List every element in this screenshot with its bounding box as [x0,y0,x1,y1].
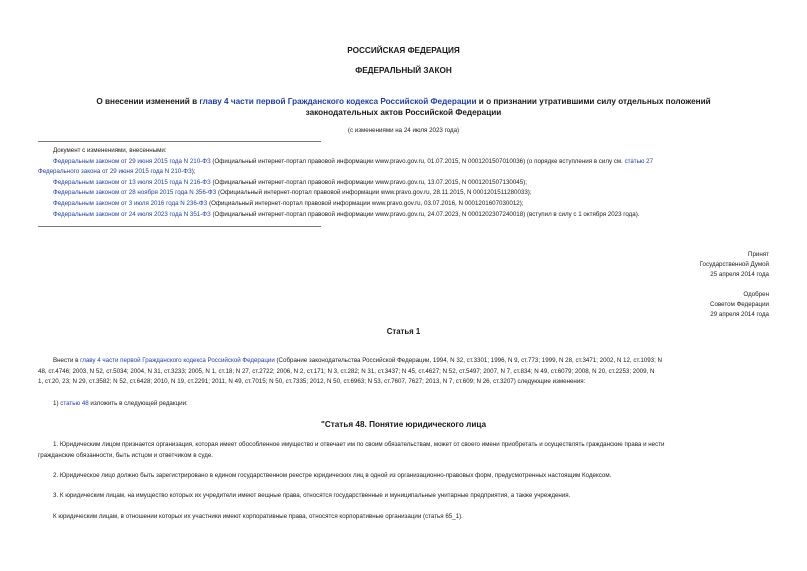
adoption-date: 25 апреля 2014 года [710,271,769,278]
item-number: 1) [53,400,61,407]
change-law-link[interactable]: Федеральным законом от 28 ноября 2015 года N 356-ФЗ [53,189,217,197]
article-48-point-2 [38,471,769,482]
title-prefix: О внесении изменений в [96,97,200,106]
title-chapter-link[interactable]: главу 4 части первой Гражданского кодекса Российской Федерации [199,97,477,106]
point-line: 1. Юридическим лицом признается организация, которая имеет обособленное имущество и отвечает им по своим обязательствам, может от своего имени приобретать и осуществлять гражданские права и нести [53,441,665,448]
edition-note: (с изменениями на 24 июля 2023 года) [347,127,460,134]
point-line: гражданские обязанности, быть истцом и ответчиком в суде. [38,451,214,459]
duma-adoption [569,250,769,280]
change-item [38,199,769,210]
point-line: 3. К юридическим лицам, на имущество которых их учредители имеют вещные права, относятся государственные и муниципальные унитарные предприятия, а также учреждения. [53,492,571,499]
point-line: К юридическим лицам, в отношении которых их участники имеют корпоративные права, относятся корпоративные организации (статья 65_1). [53,513,463,520]
change-law-link[interactable]: Федеральным законом от 24 июля 2023 года N 351-ФЗ [53,210,211,218]
paragraph-line: 1, ст.20, 23; N 29, ст.3582; N 52, ст.6428; 2010, N 19, ст.2291; 2011, N 49, ст.7015; N 50, ст.7335; 2012, N 50, ст.6963; N 53, ст.7607, 7627; 2013, N 7, ст.609; N 26, ст.3207) следующие изменения: [38,378,586,386]
change-text: (Официальный интернет-портал правовой информации www.pravo.gov.ru, 24.07.2023, N 0001202307240018) (вступил в силу с 1 октября 2023 года). [210,210,640,218]
article-48-point-1 [38,440,769,461]
change-law-link[interactable]: Федерального закона от 29 июня 2015 года N 210-ФЗ [38,168,192,176]
point-line: 2. Юридическое лицо должно быть зарегистрировано в едином государственном реестре юридических лиц в одной из организационно-правовых форм, предусмотренных настоящим Кодексом. [53,472,612,479]
para-text: (Собрание законодательства Российской Федерации, 1994, N 32, ст.3301; 1996, N 9, ст.773; 1999, N 28, ст.3471; 2002, N 12, ст.1093; N [274,357,663,364]
title-line2: законодательных актов Российской Федерации [305,108,502,117]
approval-date: 29 апреля 2014 года [710,311,769,318]
change-item [38,178,769,189]
article-48-heading: "Статья 48. Понятие юридического лица [320,420,487,429]
document-page [38,0,769,571]
change-item [38,188,769,199]
article-48-point-4 [38,512,769,523]
changes-intro: Документ с изменениями, внесенными: [53,147,167,154]
law-title [54,96,753,118]
paragraph-line: 48, ст.4746; 2003, N 52, ст.5034; 2004, N 31, ст.3233; 2005, N 1, ст.18; N 27, ст.2722; 2006, N 2, ст.171; N 3, ст.282; N 31, ст.3437; N 45, ст.4627; N 52, ст.5497; 2007, N 7, ст.834; N 49, ст.6079; 2008, N 20, ст.2253; 2009, N [38,367,655,375]
change-text: ); [191,168,196,176]
approval-body: Советом Федерации [710,301,769,308]
adoption-body: Государственной Думой [699,261,769,268]
change-text: (Официальный интернет-портал правовой информации www.pravo.gov.ru, 01.07.2015, N 0001201507010036) (о порядке вступления в силу см. [210,157,625,165]
article-48-link[interactable]: статью 48 [60,400,89,407]
item-line [38,399,769,410]
change-law-link[interactable]: Федеральным законом от 13 июля 2015 года N 216-ФЗ [53,178,211,186]
article-1-paragraph [38,356,769,388]
chapter-link[interactable]: главу 4 части первой Гражданского кодекса Российской Федерации [80,357,275,364]
article-1-heading: Статья 1 [386,327,421,336]
council-approval [569,290,769,320]
divider-top [38,141,321,142]
change-law-link[interactable]: Федеральным законом от 29 июня 2015 года N 210-ФЗ [53,157,211,165]
approval-label: Одобрен [743,291,769,298]
law-type-heading: ФЕДЕРАЛЬНЫЙ ЗАКОН [355,66,452,75]
item-text: изложить в следующей редакции: [88,400,188,407]
change-law-link[interactable]: Федеральным законом от 3 июля 2016 года N 236-ФЗ [53,199,208,207]
divider-bottom [38,226,321,227]
para-prefix: Внести в [53,357,81,364]
change-text: (Официальный интернет-портал правовой информации www.pravo.gov.ru, 03.07.2016, N 0001201607030012); [207,199,524,207]
title-suffix: и о признании утратившими силу отдельных положений [476,97,711,106]
change-item-continuation [38,167,769,178]
adoption-label: Принят [748,251,769,258]
change-text: (Официальный интернет-портал правовой информации www.pravo.gov.ru, 28.11.2015, N 0001201511280033); [216,189,532,197]
article-1-item-1 [38,399,769,410]
paragraph-line [38,356,769,367]
article-48-point-3 [38,491,769,502]
change-article-link[interactable]: статью 27 [624,157,654,165]
change-text: (Официальный интернет-портал правовой информации www.pravo.gov.ru, 13.07.2015, N 0001201507130045); [210,178,527,186]
change-item [38,210,769,221]
change-item [38,157,769,168]
country-heading: РОССИЙСКАЯ ФЕДЕРАЦИЯ [347,46,460,55]
changes-list [38,146,769,220]
